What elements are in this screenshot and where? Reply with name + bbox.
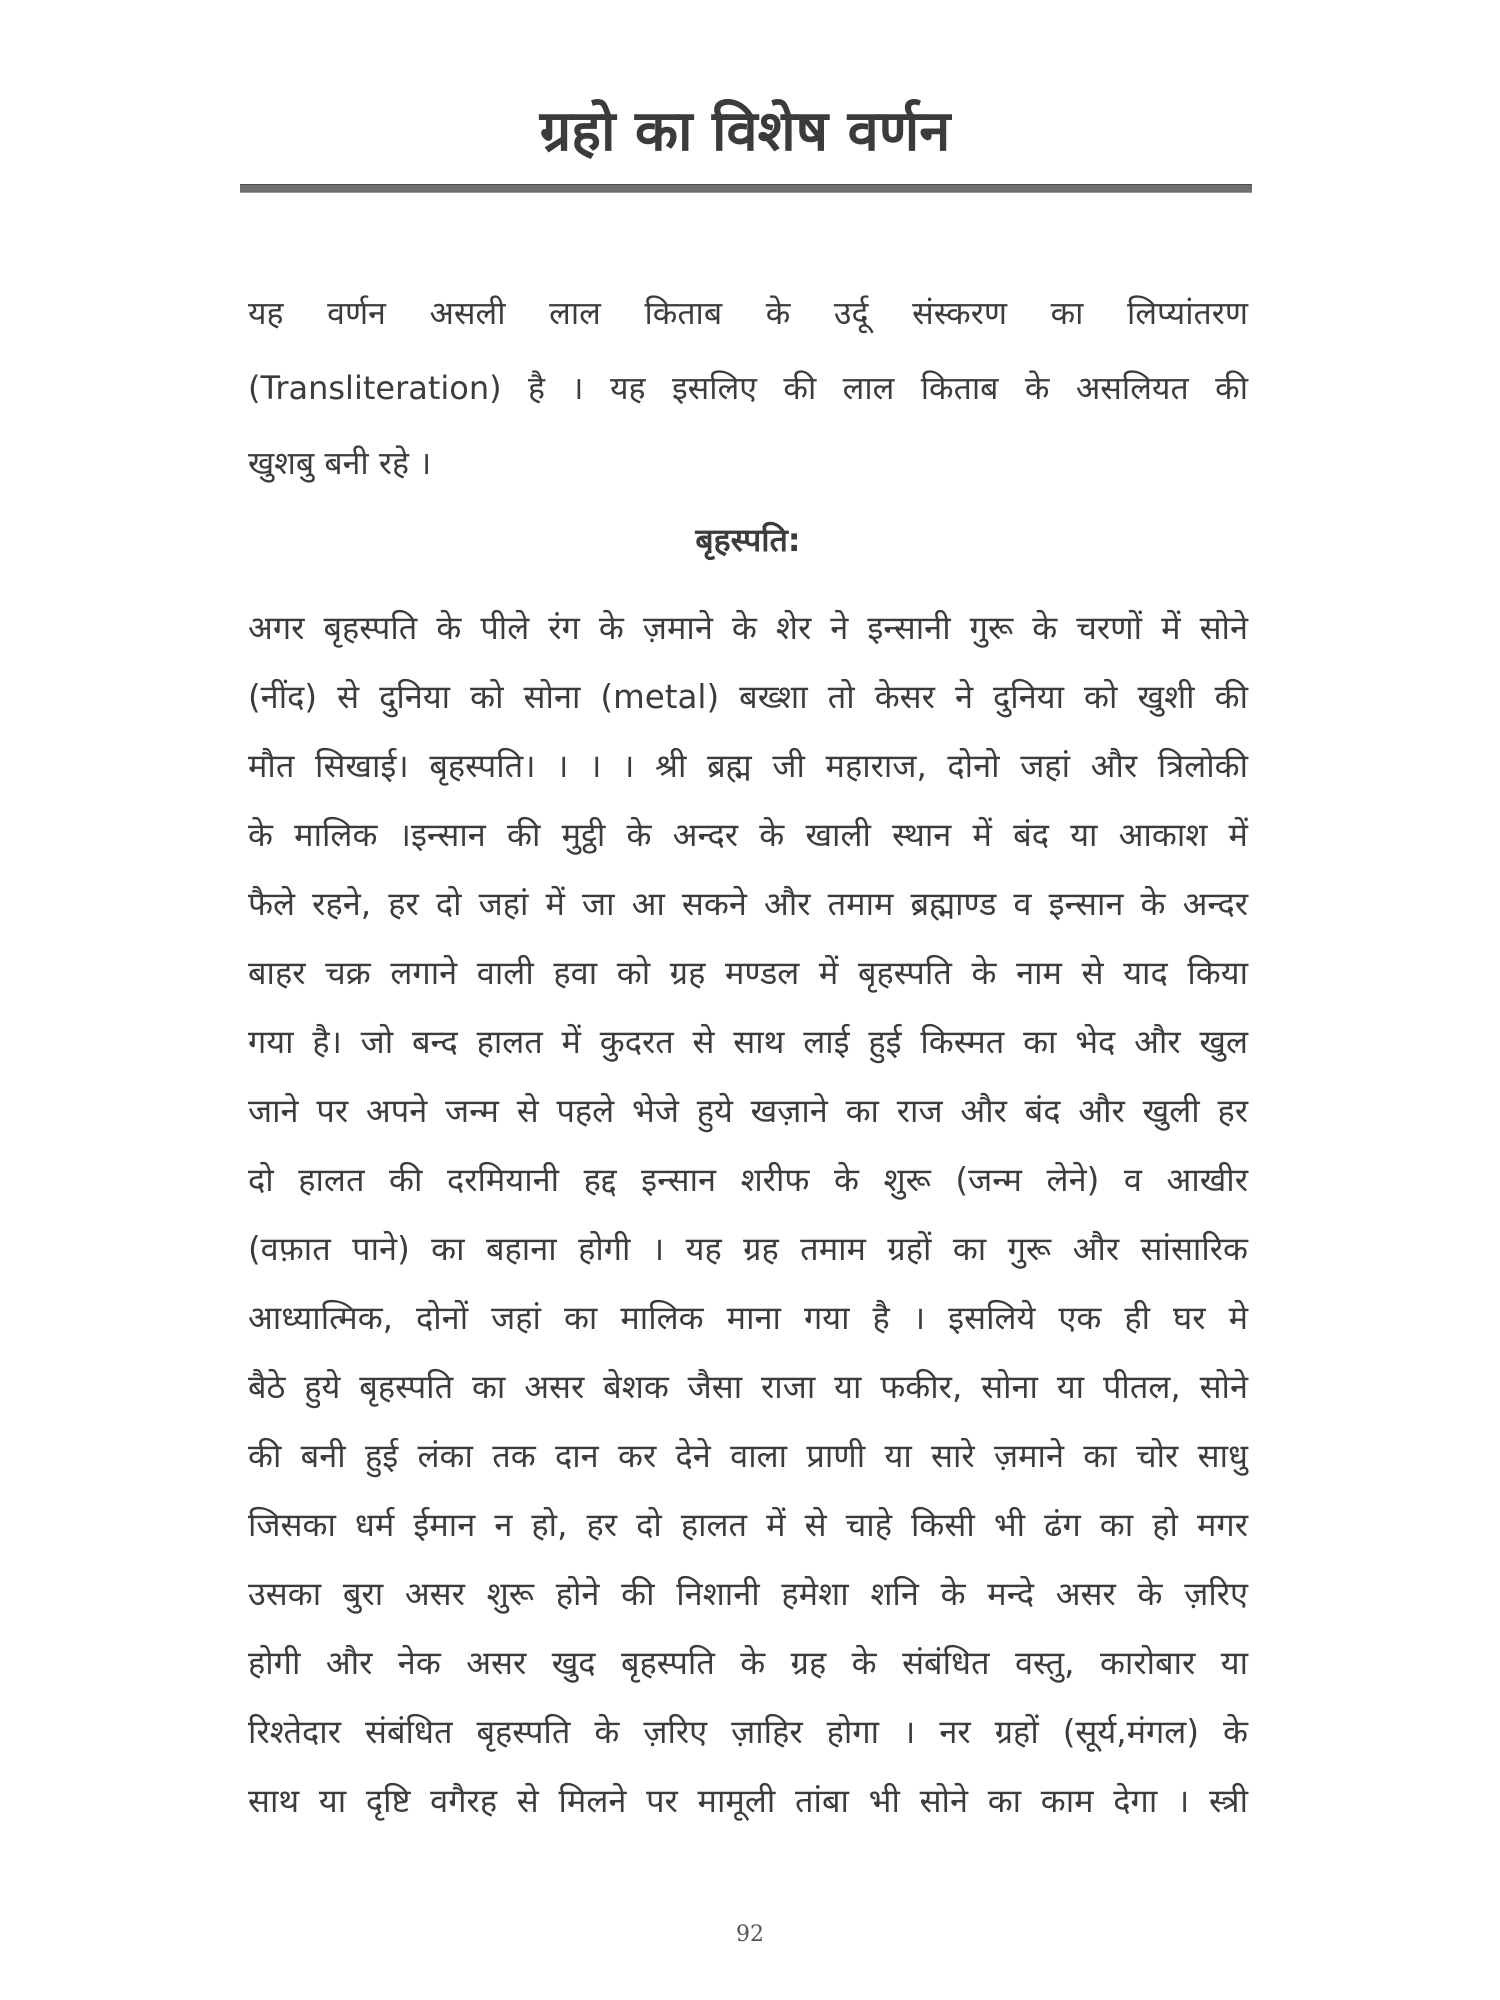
body-paragraph xyxy=(248,594,1248,1836)
body-line: बाहर चक्र लगाने वाली हवा को ग्रह मण्डल में बृहस्पति के नाम से याद किया xyxy=(248,954,1248,992)
body-line: रिश्तेदार संबंधित बृहस्पति के ज़रिए ज़ाहिर होगा । नर ग्रहों (सूर्य,मंगल) के xyxy=(248,1713,1248,1751)
body-line: गया है। जो बन्द हालत में कुदरत से साथ लाई हुई किस्मत का भेद और खुल xyxy=(248,1023,1248,1061)
title-underline-divider xyxy=(240,184,1252,193)
intro-line: यह वर्णन असली लाल किताब के उर्दू संस्करण का लिप्यांतरण xyxy=(248,294,1248,332)
body-line: की बनी हुई लंका तक दान कर देने वाला प्राणी या सारे ज़माने का चोर साधु xyxy=(248,1437,1248,1475)
body-line: दो हालत की दरमियानी हद्द इन्सान शरीफ के शुरू (जन्म लेने) व आखीर xyxy=(248,1161,1248,1199)
body-line: (वफ़ात पाने) का बहाना होगी । यह ग्रह तमाम ग्रहों का गुरू और सांसारिक xyxy=(248,1230,1248,1268)
intro-line: (Transliteration) है । यह इसलिए की लाल किताब के असलियत की xyxy=(248,369,1248,407)
body-line: फैले रहने, हर दो जहां में जा आ सकने और तमाम ब्रह्माण्ड व इन्सान के अन्दर xyxy=(248,885,1248,923)
body-line: साथ या दृष्टि वगैरह से मिलने पर मामूली तांबा भी सोने का काम देगा । स्त्री xyxy=(248,1782,1248,1820)
page-title: ग्रहो का विशेष वर्णन xyxy=(539,99,951,164)
page-number: 92 xyxy=(736,1922,764,1947)
body-line: मौत सिखाई। बृहस्पति। । । । श्री ब्रह्म जी महाराज, दोनो जहां और त्रिलोकी xyxy=(248,747,1248,785)
body-line: अगर बृहस्पति के पीले रंग के ज़माने के शेर ने इन्सानी गुरू के चरणों में सोने xyxy=(248,609,1248,647)
body-line: बैठे हुये बृहस्पति का असर बेशक जैसा राजा या फकीर, सोना या पीतल, सोने xyxy=(248,1368,1248,1406)
section-heading: बृहस्पति: xyxy=(695,521,801,559)
body-line: के मालिक ।इन्सान की मुट्ठी के अन्दर के खाली स्थान में बंद या आकाश में xyxy=(248,816,1248,854)
intro-line: खुशबु बनी रहे । xyxy=(248,444,432,482)
intro-paragraph xyxy=(248,276,1248,501)
body-line: आध्यात्मिक, दोनों जहां का मालिक माना गया है । इसलिये एक ही घर मे xyxy=(248,1299,1248,1337)
body-line: होगी और नेक असर खुद बृहस्पति के ग्रह के संबंधित वस्तु, कारोबार या xyxy=(248,1644,1248,1682)
body-line: (नींद) से दुनिया को सोना (metal) बख्शा तो केसर ने दुनिया को खुशी की xyxy=(248,678,1248,716)
body-line: उसका बुरा असर शुरू होने की निशानी हमेशा शनि के मन्दे असर के ज़रिए xyxy=(248,1575,1248,1613)
body-line: जाने पर अपने जन्म से पहले भेजे हुये खज़ाने का राज और बंद और खुली हर xyxy=(248,1092,1248,1130)
body-line: जिसका धर्म ईमान न हो, हर दो हालत में से चाहे किसी भी ढंग का हो मगर xyxy=(248,1506,1248,1544)
